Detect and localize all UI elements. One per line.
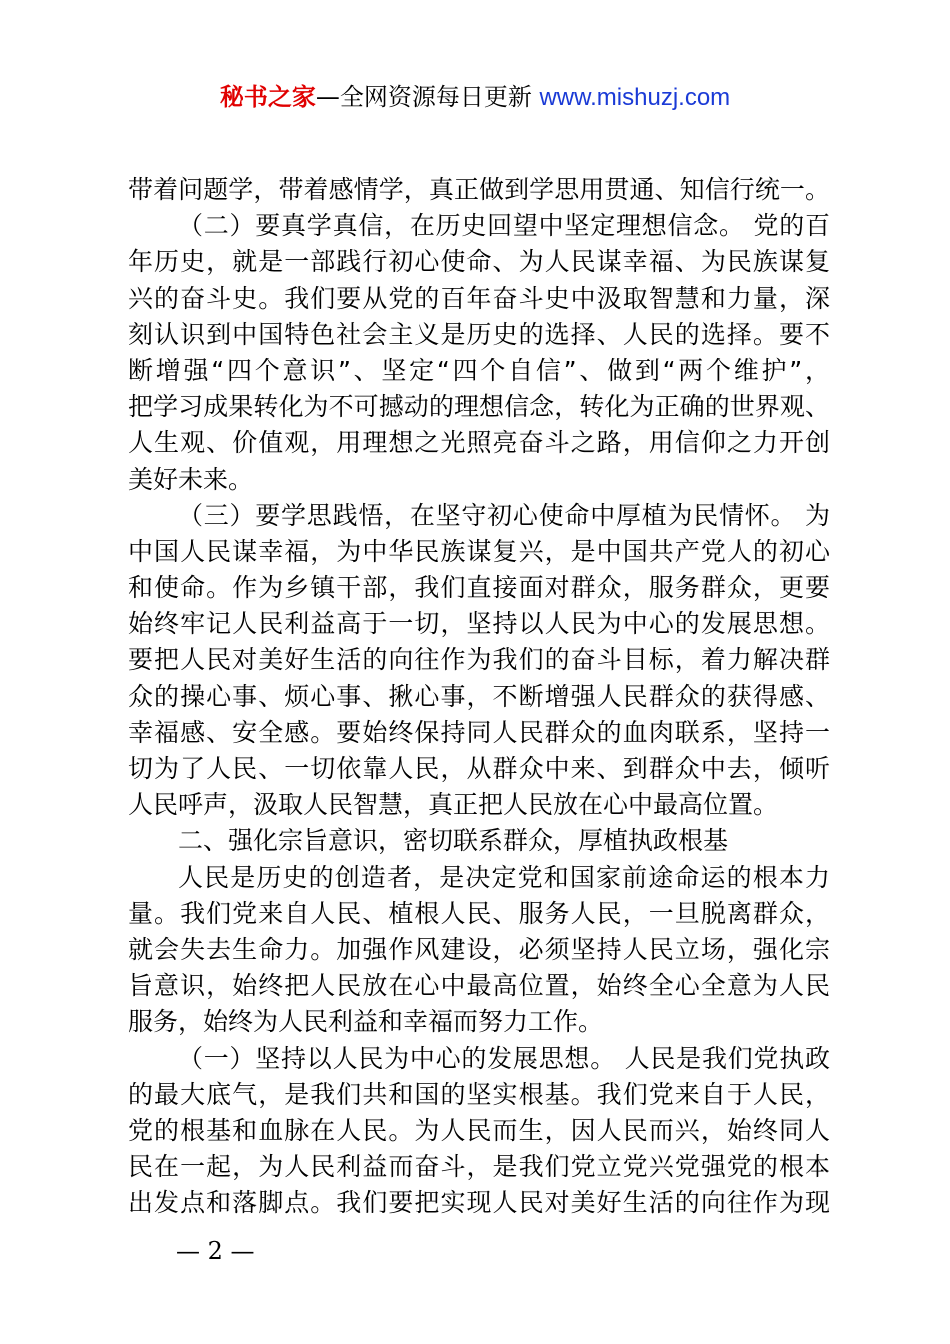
body-line: 就会失去生命力。加强作风建设，必须坚持人民立场，强化宗 xyxy=(128,934,830,964)
body-line: 要把人民对美好生活的向往作为我们的奋斗目标，着力解决群 xyxy=(128,645,830,675)
body-line: 人生观、价值观，用理想之光照亮奋斗之路，用信仰之力开创 xyxy=(128,428,830,458)
body-line: 把学习成果转化为不可撼动的理想信念，转化为正确的世界观、 xyxy=(128,392,830,422)
section-heading-1: （一）坚持以人民为中心的发展思想。 人民是我们党执政 xyxy=(178,1043,830,1073)
body-line: 出发点和落脚点。我们要把实现人民对美好生活的向往作为现 xyxy=(128,1188,830,1218)
body-line: 带着问题学，带着感情学，真正做到学思用贯通、知信行统一。 xyxy=(128,175,830,204)
body-line: 服务，始终为人民利益和幸福而努力工作。 xyxy=(128,1007,604,1037)
document-body xyxy=(128,172,830,1221)
body-line: 断增强“四个意识”、坚定“四个自信”、做到“两个维护”， xyxy=(128,355,830,385)
body-line: 始终牢记人民利益高于一切，坚持以人民为中心的发展思想。 xyxy=(128,609,830,639)
brand-name: 秘书之家 xyxy=(219,83,316,111)
body-line: 刻认识到中国特色社会主义是历史的选择、人民的选择。要不 xyxy=(128,319,830,349)
body-line: 切为了人民、一切依靠人民，从群众中来、到群众中去，倾听 xyxy=(128,754,830,783)
body-line: 量。我们党来自人民、植根人民、服务人民，一旦脱离群众， xyxy=(128,898,830,928)
body-line: 众的操心事、烦心事、揪心事，不断增强人民群众的获得感、 xyxy=(128,681,830,711)
section-heading-3: （三）要学思践悟，在坚守初心使命中厚植为民情怀。 为 xyxy=(178,500,830,530)
body-line: 人民呼声，汲取人民智慧，真正把人民放在心中最高位置。 xyxy=(128,790,779,820)
body-line: 幸福感、安全感。要始终保持同人民群众的血肉联系，坚持一 xyxy=(128,717,830,747)
page-number: — 2 — xyxy=(176,1237,255,1265)
site-url-link[interactable]: www.mishuzj.com xyxy=(539,84,731,111)
body-line: 中国人民谋幸福，为中华民族谋复兴，是中国共产党人的初心 xyxy=(128,536,830,566)
chapter-heading-2: 二、强化宗旨意识，密切联系群众，厚植执政根基 xyxy=(178,826,729,856)
body-line: 人民是历史的创造者，是决定党和国家前途命运的根本力 xyxy=(178,862,830,892)
body-line: 民在一起，为人民利益而奋斗，是我们党立党兴党强党的根本 xyxy=(128,1152,830,1182)
body-line: 旨意识，始终把人民放在心中最高位置，始终全心全意为人民 xyxy=(128,971,830,1001)
body-line: 兴的奋斗史。我们要从党的百年奋斗史中汲取智慧和力量，深 xyxy=(128,283,830,313)
body-line: 年历史，就是一部践行初心使命、为人民谋幸福、为民族谋复 xyxy=(128,247,830,277)
site-header xyxy=(0,80,950,115)
header-tagline: —全网资源每日更新 xyxy=(315,83,532,111)
body-line: 的最大底气，是我们共和国的坚实根基。我们党来自于人民， xyxy=(128,1079,830,1109)
body-line: 美好未来。 xyxy=(128,464,254,494)
body-line: 和使命。作为乡镇干部，我们直接面对群众，服务群众，更要 xyxy=(128,573,830,603)
section-heading-2: （二）要真学真信，在历史回望中坚定理想信念。 党的百 xyxy=(178,211,830,241)
body-line: 党的根基和血脉在人民。为人民而生，因人民而兴，始终同人 xyxy=(128,1115,830,1145)
